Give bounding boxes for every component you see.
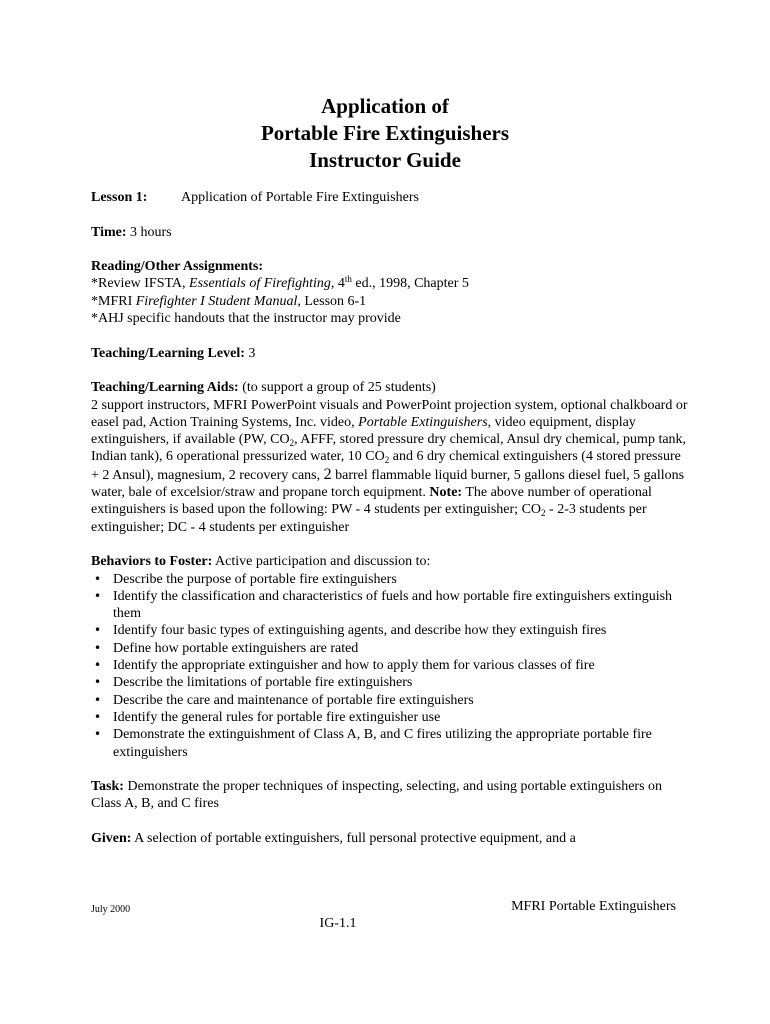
reading-heading: Reading/Other Assignments: [91, 259, 264, 275]
task-label: Task: [91, 779, 124, 795]
reading-item-1-title: Essentials of Firefighting [189, 276, 331, 292]
behaviors-intro: Active participation and discussion to: [212, 554, 431, 570]
aids-sub-3: 2 [541, 508, 546, 519]
bullet-icon: • [94, 727, 102, 742]
given-label: Given: [91, 830, 132, 846]
bullet-icon: • [94, 588, 102, 603]
reading-item-2-title: Firefighter I Student Manual [135, 293, 298, 309]
behaviors-label: Behaviors to Foster: [91, 554, 213, 570]
task-value: Demonstrate the proper techniques of inspecting, selecting, and using portable extinguishers on Class A, B, and C fires [91, 779, 663, 812]
behaviors-list [91, 571, 691, 761]
aids-video-title: Portable Extinguishers [358, 414, 488, 430]
reading-section [91, 258, 691, 327]
list-item-text: Describe the limitations of portable fire extinguishers [113, 675, 413, 691]
list-item-text: Demonstrate the extinguishment of Class A, B, and C fires utilizing the appropriate portable fire extinguishers [113, 727, 652, 760]
aids-text-6: The above number of operational extinguishers is based upon the following: PW - 4 students per extinguisher; CO [91, 485, 652, 518]
reading-item-1 [91, 276, 469, 291]
list-item-text: Identify the classification and characteristics of fuels and how portable fire extinguishers extinguish them [113, 588, 673, 622]
list-item-text: Identify the general rules for portable fire extinguisher use [113, 709, 441, 725]
document-body [91, 189, 691, 865]
document-title [0, 93, 770, 174]
lesson-value: Application of Portable Fire Extinguishers [181, 190, 419, 205]
bullet-icon: • [94, 692, 102, 707]
reading-item-1-suffix: ed., 1998, Chapter 5 [351, 276, 469, 292]
aids-section [91, 379, 691, 536]
bullet-icon: • [94, 623, 102, 638]
aids-text-2: , video equipment, display extinguishers, if available (PW, CO [91, 414, 636, 448]
list-item [91, 640, 691, 657]
given-section [91, 830, 691, 847]
lesson-label: Lesson 1: [91, 190, 148, 205]
lesson-line [91, 189, 691, 206]
bullet-icon: • [94, 658, 102, 673]
aids-big-2: 2 [323, 465, 332, 483]
list-item [91, 588, 691, 623]
behaviors-heading-line [91, 553, 691, 570]
time-label: Time: [91, 224, 127, 240]
aids-text-1: 2 support instructors, MFRI PowerPoint visuals and PowerPoint projection system, optional chalkboard or easel pad, Action Training Systems, Inc. video, [91, 397, 688, 430]
time-value: 3 hours [126, 224, 172, 240]
aids-text-7: - 2-3 students per extinguisher; DC - 4 students per extinguisher [91, 502, 647, 535]
reading-item-2 [91, 294, 366, 309]
list-item-text: Describe the care and maintenance of portable fire extinguishers [113, 692, 474, 708]
reading-item-2-suffix: , Lesson 6-1 [297, 293, 367, 309]
bullet-icon: • [94, 640, 102, 655]
reading-item-3: *AHJ specific handouts that the instructor may provide [91, 311, 401, 327]
level-value: 3 [244, 345, 256, 361]
title-line-2: Portable Fire Extinguishers [260, 121, 510, 145]
bullet-icon: • [94, 675, 102, 690]
task-section [91, 778, 691, 813]
level-label: Teaching/Learning Level: [91, 345, 245, 361]
list-item-text: Describe the purpose of portable fire extinguishers [113, 571, 397, 587]
aids-text-4: and 6 dry chemical extinguishers (4 stored pressure + 2 Ansul), magnesium, 2 recovery cans, [91, 449, 681, 483]
list-item [91, 571, 691, 588]
aids-label: Teaching/Learning Aids: [91, 380, 239, 396]
list-item-text: Identify the appropriate extinguisher and how to apply them for various classes of fire [113, 658, 595, 674]
list-item [91, 622, 691, 639]
aids-intro: (to support a group of 25 students) [238, 380, 436, 396]
list-item [91, 674, 691, 691]
given-value: A selection of portable extinguishers, full personal protective equipment, and a [131, 830, 576, 846]
reading-item-2-prefix: *MFRI [91, 293, 136, 309]
aids-sub-1: 2 [289, 438, 295, 449]
list-item-text: Define how portable extinguishers are rated [113, 640, 359, 656]
list-item-text: Identify four basic types of extinguishing agents, and describe how they extinguish fires [113, 623, 607, 639]
reading-item-1-sup: th [344, 274, 352, 285]
title-line-1: Application of [321, 94, 449, 118]
aids-text [91, 398, 688, 535]
aids-text-3: , AFFF, stored pressure dry chemical, Ansul dry chemical, pump tank, Indian tank), 6 operational pressurized water, 10 CO [91, 432, 687, 465]
aids-text-5: barrel flammable liquid burner, 5 gallons diesel fuel, 5 gallons water, bale of excelsior/straw and propane torch equipment. [91, 467, 685, 501]
time-line [91, 224, 691, 241]
footer-publication: MFRI Portable Extinguishers [511, 899, 676, 914]
title-line-3: Instructor Guide [309, 148, 461, 172]
aids-sub-2: 2 [384, 455, 390, 466]
list-item [91, 709, 691, 726]
footer-date: July 2000 [91, 904, 131, 915]
bullet-icon: • [94, 709, 102, 724]
bullet-icon: • [94, 571, 102, 586]
list-item [91, 726, 691, 761]
aids-note-label: Note: [429, 485, 463, 501]
list-item [91, 657, 691, 674]
level-line [91, 345, 691, 362]
list-item [91, 692, 691, 709]
reading-item-1-mid: , 4 [330, 276, 345, 292]
page-number: IG-1.1 [319, 916, 357, 931]
reading-item-1-prefix: *Review IFSTA, [91, 276, 190, 292]
